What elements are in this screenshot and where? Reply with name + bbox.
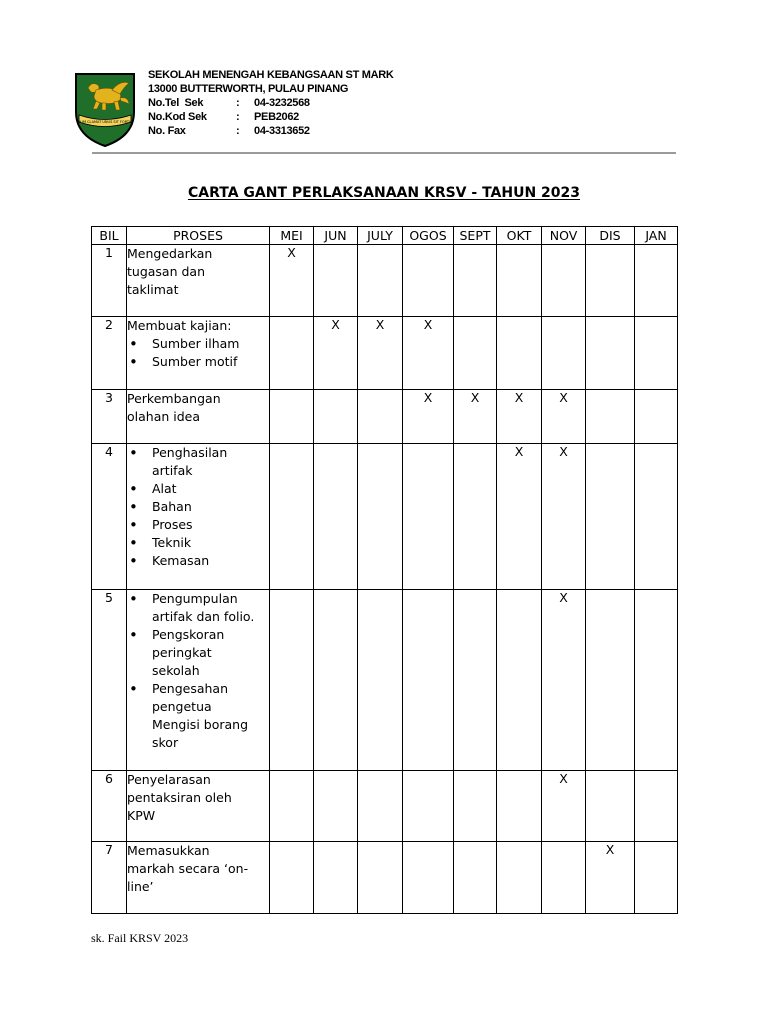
row-number: 4 bbox=[92, 444, 127, 590]
month-cell-dis bbox=[586, 590, 635, 771]
schedule-mark: X bbox=[375, 317, 385, 332]
month-cell-jan bbox=[635, 317, 678, 390]
month-cell-ogos bbox=[403, 444, 454, 590]
month-cell-july bbox=[358, 590, 403, 771]
month-cell-mei bbox=[270, 590, 314, 771]
month-cell-jun bbox=[314, 771, 358, 842]
process-cell bbox=[127, 771, 270, 842]
month-cell-july bbox=[358, 245, 403, 317]
process-bullet-list bbox=[127, 444, 269, 570]
month-cell-sept bbox=[454, 245, 497, 317]
process-bullet-item bbox=[127, 498, 269, 516]
column-header-jun: JUN bbox=[314, 227, 358, 245]
month-cell-dis bbox=[586, 444, 635, 590]
document-title-text: CARTA GANT PERLAKSANAAN KRSV - TAHUN 2023 bbox=[187, 185, 581, 201]
month-cell-jan bbox=[635, 444, 678, 590]
process-text-line: olahan idea bbox=[127, 409, 201, 424]
contact-colon: : bbox=[236, 97, 240, 109]
month-cell-nov bbox=[542, 842, 586, 914]
process-text-line: markah secara ‘on- bbox=[127, 861, 249, 876]
process-text-line: pentaksiran oleh bbox=[127, 790, 232, 805]
process-bullet-item bbox=[127, 335, 269, 353]
process-bullet-item bbox=[127, 626, 269, 680]
column-header-proses: PROSES bbox=[127, 227, 270, 245]
crest-ribbon-text: DUM CLAMAT UNUS SIT FORTIS bbox=[77, 120, 133, 124]
month-cell-dis bbox=[586, 842, 635, 914]
process-cell bbox=[127, 317, 270, 390]
column-header-ogos: OGOS bbox=[403, 227, 454, 245]
month-cell-sept bbox=[454, 444, 497, 590]
month-cell-nov bbox=[542, 771, 586, 842]
process-bullet-line: artifak bbox=[152, 463, 193, 478]
process-bullet-item bbox=[127, 480, 269, 498]
month-cell-okt bbox=[497, 590, 542, 771]
contact-row bbox=[148, 96, 394, 110]
month-cell-dis bbox=[586, 390, 635, 444]
month-cell-dis bbox=[586, 317, 635, 390]
month-cell-ogos bbox=[403, 317, 454, 390]
schedule-mark: X bbox=[331, 317, 340, 332]
month-cell-july bbox=[358, 842, 403, 914]
month-cell-sept bbox=[454, 390, 497, 444]
process-bullet-item bbox=[127, 444, 269, 480]
month-cell-jan bbox=[635, 390, 678, 444]
header-divider bbox=[92, 152, 676, 154]
school-address: 13000 BUTTERWORTH, PULAU PINANG bbox=[148, 83, 349, 95]
month-cell-okt bbox=[497, 842, 542, 914]
month-cell-dis bbox=[586, 771, 635, 842]
process-bullet-line: peringkat bbox=[152, 645, 212, 660]
process-bullet-line: Mengisi borang bbox=[152, 717, 249, 732]
process-bullet-list bbox=[127, 335, 269, 371]
process-text-line: tugasan dan bbox=[127, 264, 206, 279]
process-bullet-line: • Bahan bbox=[152, 499, 192, 514]
process-text-line: KPW bbox=[127, 808, 156, 823]
process-cell bbox=[127, 444, 270, 590]
contact-value: 04-3313652 bbox=[254, 125, 310, 137]
process-bullet-item bbox=[127, 516, 269, 534]
process-text-line: Perkembangan bbox=[127, 391, 221, 406]
month-cell-nov bbox=[542, 390, 586, 444]
column-header-jan: JAN bbox=[635, 227, 678, 245]
month-cell-mei bbox=[270, 444, 314, 590]
row-number: 7 bbox=[92, 842, 127, 914]
table-body bbox=[92, 245, 678, 914]
schedule-mark: X bbox=[470, 390, 480, 405]
month-cell-jan bbox=[635, 245, 678, 317]
month-cell-okt bbox=[497, 444, 542, 590]
process-bullet-line: • Teknik bbox=[152, 535, 192, 550]
month-cell-okt bbox=[497, 771, 542, 842]
month-cell-sept bbox=[454, 590, 497, 771]
month-cell-jun bbox=[314, 390, 358, 444]
gantt-chart-table bbox=[91, 226, 678, 914]
schedule-mark: X bbox=[559, 444, 568, 459]
row-number: 5 bbox=[92, 590, 127, 771]
process-bullet-line: skor bbox=[152, 735, 179, 750]
contact-row bbox=[148, 110, 394, 124]
row-number: 1 bbox=[92, 245, 127, 317]
table-row bbox=[92, 444, 678, 590]
school-crest-logo bbox=[74, 72, 136, 148]
schedule-mark: X bbox=[423, 390, 433, 405]
process-text-line: Mengedarkan bbox=[127, 246, 213, 261]
process-bullet-line: sekolah bbox=[152, 663, 200, 678]
month-cell-nov bbox=[542, 245, 586, 317]
schedule-mark: X bbox=[514, 444, 524, 459]
month-cell-july bbox=[358, 771, 403, 842]
table-row bbox=[92, 390, 678, 444]
process-bullet-item bbox=[127, 590, 269, 626]
process-cell bbox=[127, 390, 270, 444]
month-cell-nov bbox=[542, 317, 586, 390]
month-cell-july bbox=[358, 390, 403, 444]
table-header-row bbox=[92, 227, 678, 245]
month-cell-jun bbox=[314, 317, 358, 390]
schedule-mark: X bbox=[559, 590, 568, 605]
process-text-line: Memasukkan bbox=[127, 843, 210, 858]
schedule-mark: X bbox=[559, 390, 568, 405]
month-cell-ogos bbox=[403, 590, 454, 771]
school-name: SEKOLAH MENENGAH KEBANGSAAN ST MARK bbox=[148, 69, 394, 81]
process-text-line: line’ bbox=[127, 879, 154, 894]
process-bullet-line: • Pengumpulan bbox=[152, 591, 238, 606]
table-row bbox=[92, 317, 678, 390]
month-cell-dis bbox=[586, 245, 635, 317]
month-cell-ogos bbox=[403, 842, 454, 914]
process-text-line: Penyelarasan bbox=[127, 772, 211, 787]
process-bullet-line: • Pengskoran bbox=[152, 627, 225, 642]
month-cell-mei bbox=[270, 771, 314, 842]
contact-colon: : bbox=[236, 111, 240, 123]
column-header-july: JULY bbox=[358, 227, 403, 245]
contact-label: No. Fax bbox=[148, 125, 186, 137]
month-cell-okt bbox=[497, 317, 542, 390]
month-cell-jan bbox=[635, 842, 678, 914]
process-text-line: taklimat bbox=[127, 282, 179, 297]
month-cell-nov bbox=[542, 590, 586, 771]
process-bullet-item bbox=[127, 552, 269, 570]
month-cell-okt bbox=[497, 390, 542, 444]
footer-note: sk. Fail KRSV 2023 bbox=[91, 931, 189, 945]
contact-label: No.Kod Sek bbox=[148, 111, 207, 123]
column-header-okt: OKT bbox=[497, 227, 542, 245]
school-info bbox=[148, 68, 394, 138]
month-cell-okt bbox=[497, 245, 542, 317]
schedule-mark: X bbox=[559, 771, 568, 786]
process-bullet-line: • Alat bbox=[152, 481, 177, 496]
contact-colon: : bbox=[236, 125, 240, 137]
month-cell-sept bbox=[454, 317, 497, 390]
month-cell-sept bbox=[454, 771, 497, 842]
schedule-mark: X bbox=[605, 842, 615, 857]
month-cell-jun bbox=[314, 245, 358, 317]
month-cell-ogos bbox=[403, 390, 454, 444]
column-header-nov: NOV bbox=[542, 227, 586, 245]
row-number: 3 bbox=[92, 390, 127, 444]
contact-label: No.Tel Sek bbox=[148, 97, 204, 109]
contact-value: 04-3232568 bbox=[254, 97, 310, 109]
table-row bbox=[92, 842, 678, 914]
process-bullet-line: artifak dan folio. bbox=[152, 609, 255, 624]
month-cell-july bbox=[358, 444, 403, 590]
process-bullet-item bbox=[127, 534, 269, 552]
process-bullet-line: • Proses bbox=[152, 517, 193, 532]
month-cell-nov bbox=[542, 444, 586, 590]
table-row bbox=[92, 245, 678, 317]
month-cell-jun bbox=[314, 444, 358, 590]
process-bullet-line: • Pengesahan bbox=[152, 681, 229, 696]
process-bullet-item bbox=[127, 353, 269, 371]
schedule-mark: X bbox=[514, 390, 524, 405]
month-cell-mei bbox=[270, 390, 314, 444]
table-row bbox=[92, 590, 678, 771]
table-row bbox=[92, 771, 678, 842]
month-cell-jun bbox=[314, 842, 358, 914]
process-cell bbox=[127, 842, 270, 914]
column-header-sept: SEPT bbox=[454, 227, 497, 245]
column-header-bil: BIL bbox=[92, 227, 127, 245]
month-cell-mei bbox=[270, 245, 314, 317]
process-cell bbox=[127, 245, 270, 317]
process-bullet-line: • Sumber motif bbox=[152, 354, 238, 369]
month-cell-july bbox=[358, 317, 403, 390]
schedule-mark: X bbox=[287, 245, 296, 260]
month-cell-jun bbox=[314, 590, 358, 771]
month-cell-mei bbox=[270, 842, 314, 914]
contact-value: PEB2062 bbox=[254, 111, 299, 123]
process-text-line: Membuat kajian: bbox=[127, 318, 232, 333]
school-contacts bbox=[148, 96, 394, 138]
column-header-dis: DIS bbox=[586, 227, 635, 245]
month-cell-ogos bbox=[403, 771, 454, 842]
process-bullet-line: • Penghasilan bbox=[152, 445, 228, 460]
schedule-mark: X bbox=[423, 317, 433, 332]
process-bullet-line: • Sumber ilham bbox=[152, 336, 240, 351]
month-cell-mei bbox=[270, 317, 314, 390]
process-cell bbox=[127, 590, 270, 771]
column-header-mei: MEI bbox=[270, 227, 314, 245]
row-number: 2 bbox=[92, 317, 127, 390]
process-bullet-item bbox=[127, 680, 269, 752]
process-bullet-list bbox=[127, 590, 269, 752]
row-number: 6 bbox=[92, 771, 127, 842]
month-cell-sept bbox=[454, 842, 497, 914]
process-bullet-line: • Kemasan bbox=[152, 553, 210, 568]
process-bullet-line: pengetua bbox=[152, 699, 212, 714]
contact-row bbox=[148, 124, 394, 138]
month-cell-jan bbox=[635, 771, 678, 842]
month-cell-jan bbox=[635, 590, 678, 771]
month-cell-ogos bbox=[403, 245, 454, 317]
document-title bbox=[0, 185, 768, 201]
